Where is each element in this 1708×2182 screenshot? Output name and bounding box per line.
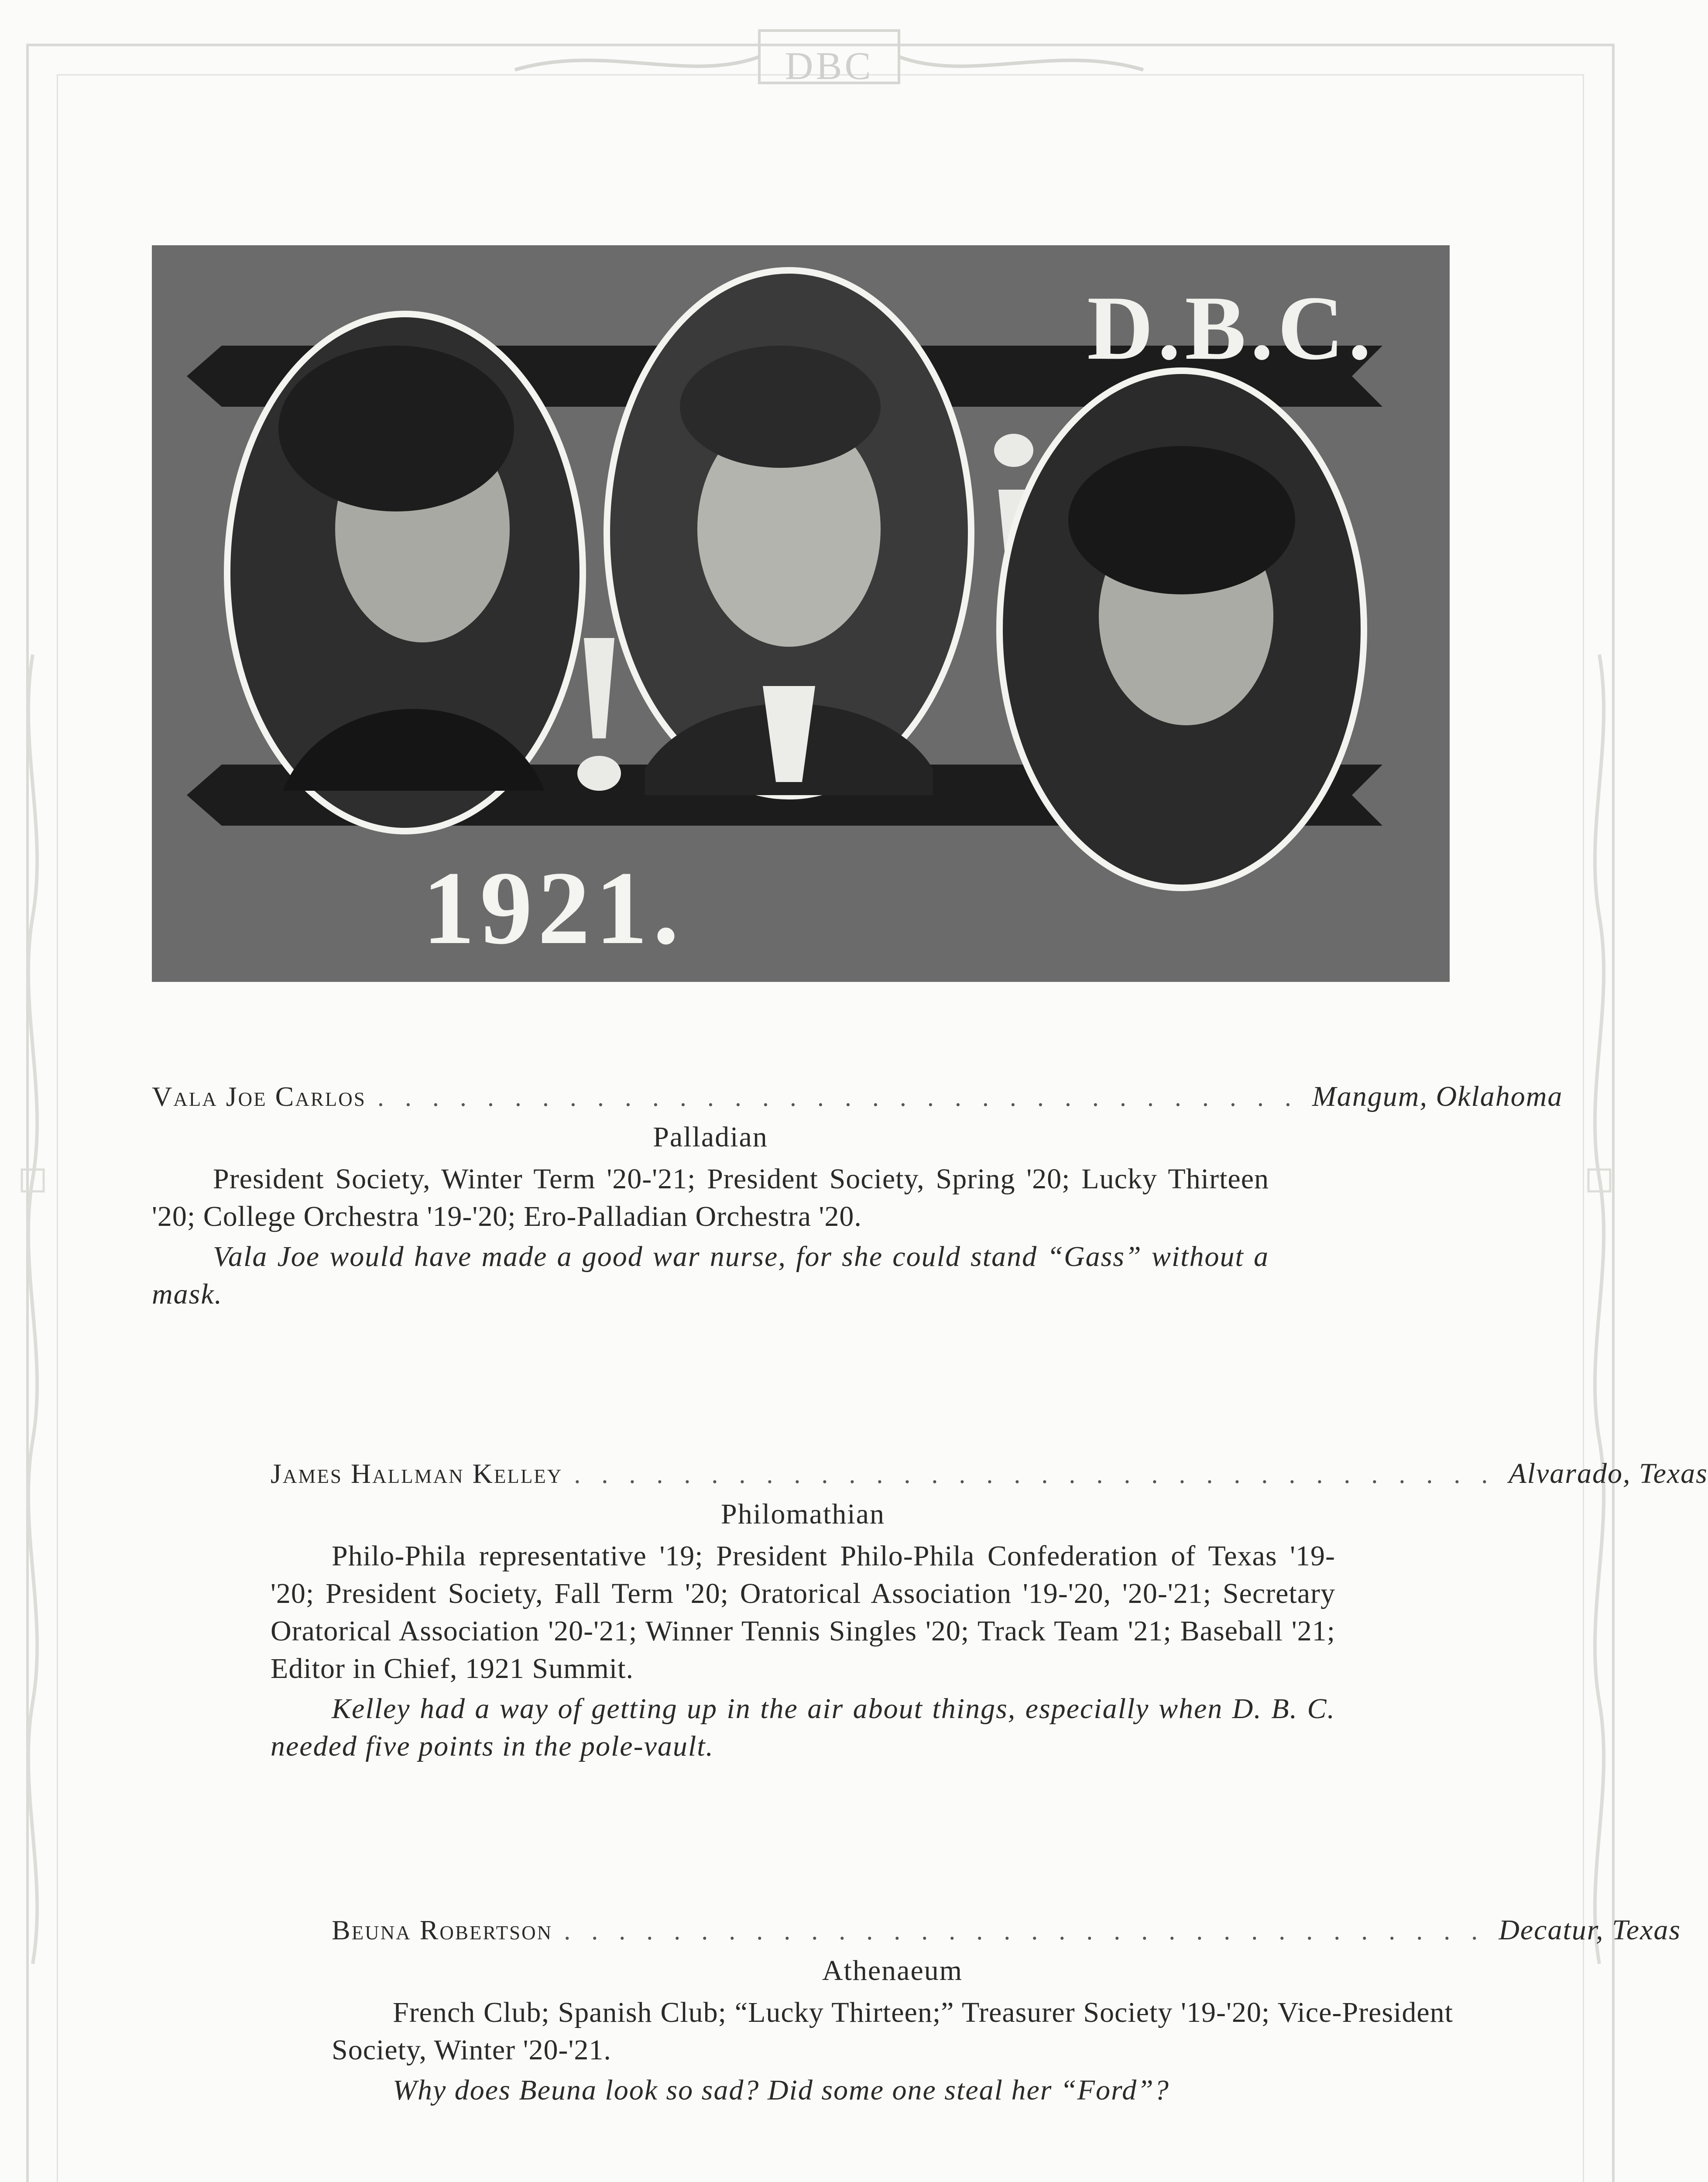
- senior-entry: [152, 1078, 1563, 1313]
- senior-entry: [332, 1911, 1681, 2109]
- banner-dbc-label: D.B.C.: [1087, 278, 1375, 379]
- student-name: James Hallman Kelley: [271, 1458, 563, 1489]
- side-scroll-ornament-right: [1580, 655, 1619, 1964]
- quip-text: Kelley had a way of getting up in the air about things, especially when D. B. C. needed five points in the pole-vault.: [271, 1693, 1335, 1762]
- leader-dots: ..................................: [564, 1916, 1499, 1945]
- leader-dots: ..................................: [377, 1083, 1312, 1112]
- activities-text: President Society, Winter Term '20-'21; President Society, Spring '20; Lucky Thirteen '20; College Orchestra '19-'20; Ero-Palladian Orchestra '20.: [152, 1163, 1269, 1232]
- student-hometown: Decatur, Texas: [1499, 1914, 1681, 1946]
- student-hometown: Alvarado, Texas: [1509, 1458, 1708, 1489]
- quip-text: Vala Joe would have made a good war nurse, for she could stand “Gass” without a mask.: [152, 1241, 1269, 1310]
- literary-society: Palladian: [653, 1121, 768, 1153]
- running-head: DBC: [785, 45, 874, 88]
- senior-entry: [271, 1455, 1708, 1765]
- student-hometown: Mangum, Oklahoma: [1312, 1081, 1563, 1112]
- entry-heading: [271, 1455, 1708, 1493]
- activities-text: Philo-Phila representative '19; President Philo-Phila Confederation of Texas '19-'20; President Society, Fall Term '20; Oratorical Association '19-'20, '20-'21; Secretary Oratorical Association '20-'21; Winner Tennis Singles '20; Track Team '21; Baseball '21; Editor in Chief, 1921 Summit.: [271, 1540, 1335, 1685]
- student-name: Beuna Robertson: [332, 1914, 553, 1945]
- entry-heading: [152, 1078, 1563, 1116]
- exclamation-left: [584, 638, 614, 738]
- portrait-banner: [152, 245, 1450, 982]
- activities-text: French Club; Spanish Club; “Lucky Thirteen;” Treasurer Society '19-'20; Vice-President Society, Winter '20-'21.: [332, 1997, 1453, 2066]
- student-name: Vala Joe Carlos: [152, 1081, 366, 1112]
- leader-dots: ..................................: [574, 1460, 1509, 1489]
- literary-society: Athenaeum: [822, 1955, 963, 1986]
- quip-text: Why does Beuna look so sad? Did some one steal her “Ford”?: [393, 2074, 1170, 2106]
- literary-society: Philomathian: [721, 1498, 885, 1530]
- entry-heading: [332, 1911, 1681, 1949]
- banner-year-label: 1921.: [422, 850, 684, 966]
- side-scroll-ornament-left: [13, 655, 52, 1964]
